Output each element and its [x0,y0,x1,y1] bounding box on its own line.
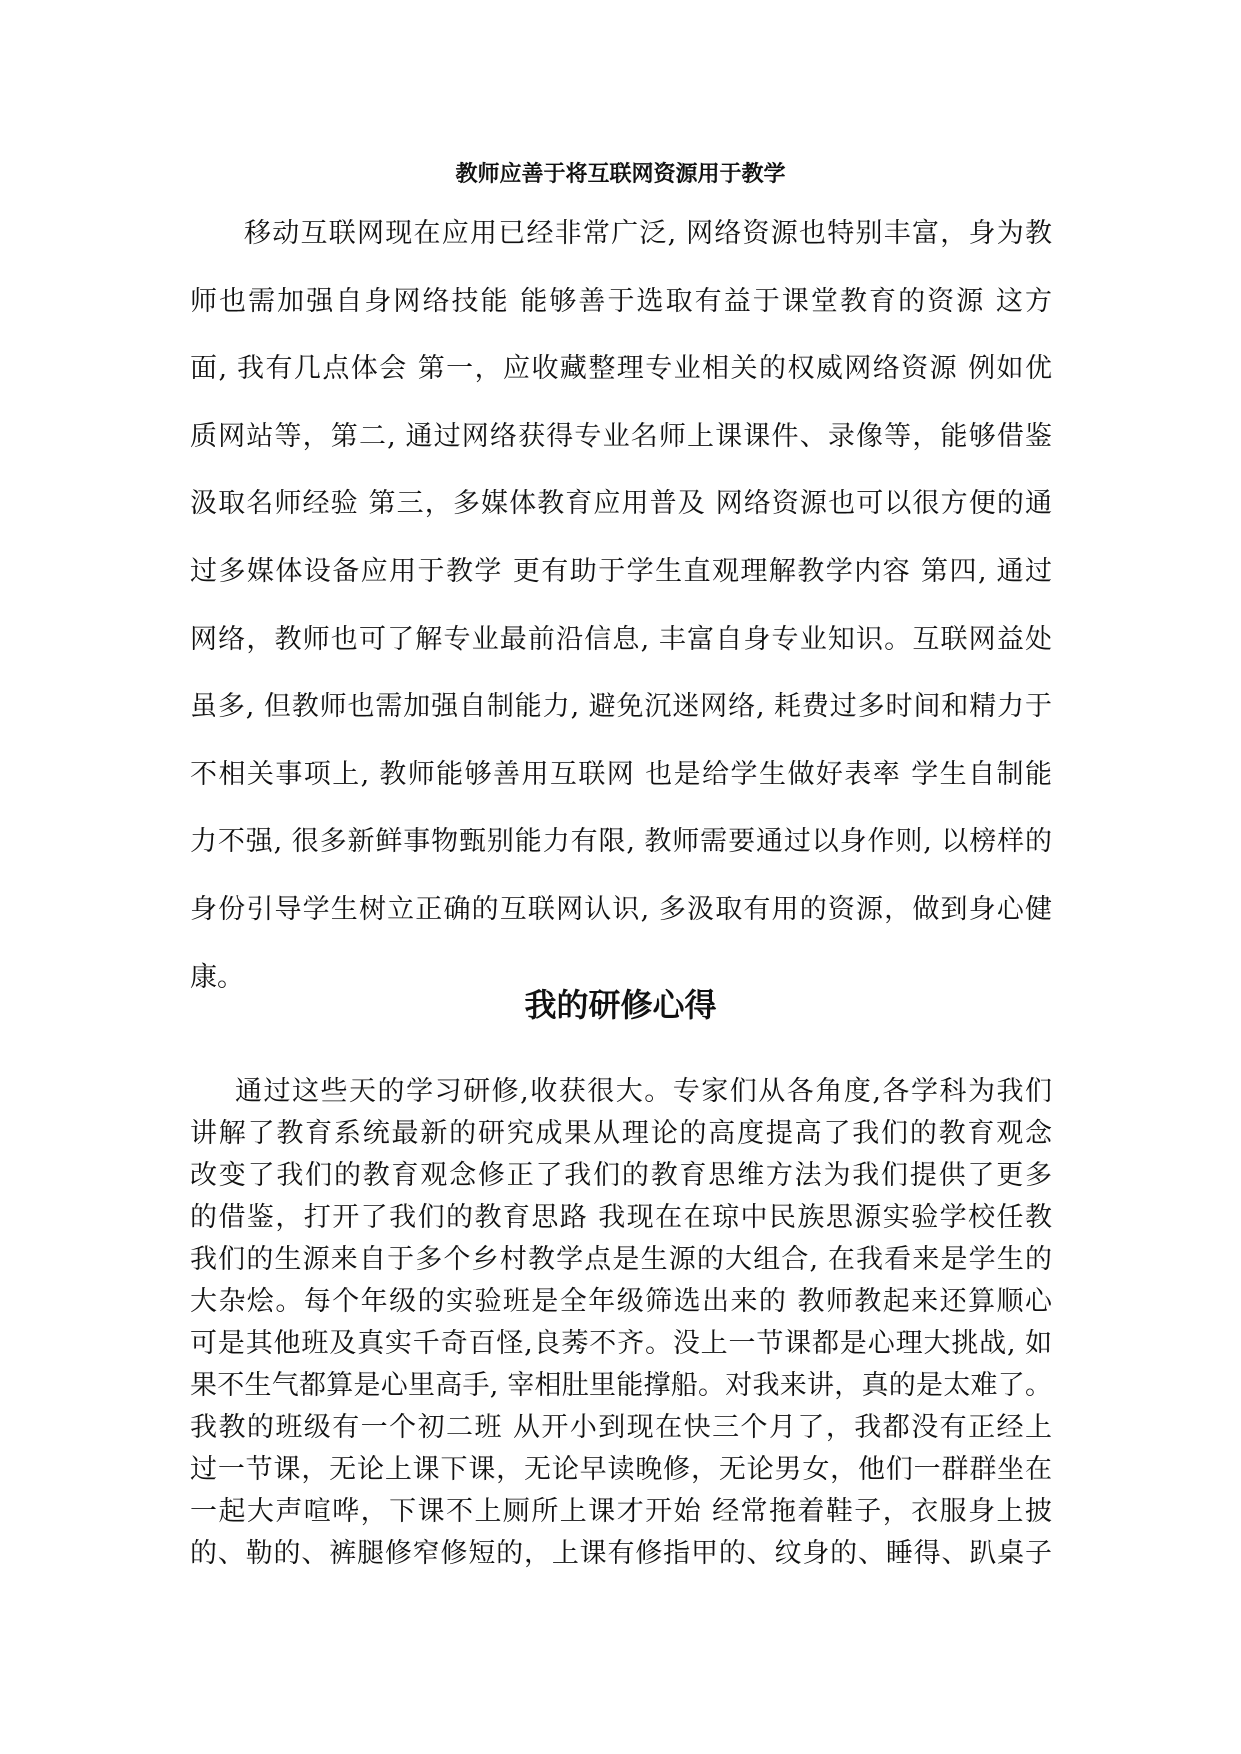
article-title: 教师应善于将互联网资源用于教学 [455,162,786,187]
article-body [190,212,1052,1023]
body-line: 我教的班级有一个初二班 从开小到现在快三个月了，我都没有正经上 [190,1412,1052,1443]
body-line: 虽多, 但教师也需加强自制能力, 避免沉迷网络, 耗费过多时间和精力于 [190,691,1052,723]
body-line: 身份引导学生树立正确的互联网认识, 多汲取有用的资源，做到身心健 [190,893,1052,925]
body-line: 网络，教师也可了解专业最前沿信息, 丰富自身专业知识。互联网益处 [190,623,1052,655]
section-body [190,1072,1052,1576]
body-line: 过多媒体设备应用于教学 更有助于学生直观理解教学内容 第四, 通过 [190,555,1052,587]
body-line: 移动互联网现在应用已经非常广泛, 网络资源也特别丰富，身为教 [244,218,1052,249]
body-line: 的借鉴，打开了我们的教育思路 我现在在琼中民族思源实验学校任教 [190,1202,1052,1233]
body-line: 过一节课，无论上课下课，无论早读晚修，无论男女，他们一群群坐在 [190,1454,1052,1485]
body-line: 康。 [190,961,244,993]
body-line: 质网站等，第二, 通过网络获得专业名师上课课件、录像等，能够借鉴 [190,420,1052,452]
body-line: 汲取名师经验 第三，多媒体教育应用普及 网络资源也可以很方便的通 [190,488,1052,520]
body-line: 果不生气都算是心里高手, 宰相肚里能撑船。对我来讲，真的是太难了。 [190,1370,1052,1401]
body-line: 面, 我有几点体会 第一，应收藏整理专业相关的权威网络资源 例如优 [190,353,1052,385]
body-line: 大杂烩。每个年级的实验班是全年级筛选出来的 教师教起来还算顺心 [190,1286,1052,1317]
body-line: 一起大声喧哗，下课不上厕所上课才开始 经常拖着鞋子，衣服身上披 [190,1496,1052,1527]
body-line: 讲解了教育系统最新的研究成果从理论的高度提高了我们的教育观念 [190,1118,1052,1149]
body-line: 可是其他班及真实千奇百怪,良莠不齐。没上一节课都是心理大挑战, 如 [190,1328,1052,1359]
body-line: 通过这些天的学习研修,收获很大。专家们从各角度,各学科为我们 [235,1076,1052,1107]
body-line: 力不强, 很多新鲜事物甄别能力有限, 教师需要通过以身作则, 以榜样的 [190,826,1052,858]
body-line: 的、勒的、裤腿修窄修短的，上课有修指甲的、纹身的、睡得、趴桌子 [190,1538,1052,1569]
body-line: 改变了我们的教育观念修正了我们的教育思维方法为我们提供了更多 [190,1160,1052,1191]
body-line: 不相关事项上, 教师能够善用互联网 也是给学生做好表率 学生自制能 [190,758,1052,790]
section-title: 我的研修心得 [524,986,717,1024]
body-line: 师也需加强自身网络技能 能够善于选取有益于课堂教育的资源 这方 [190,285,1052,317]
body-line: 我们的生源来自于多个乡村教学点是生源的大组合, 在我看来是学生的 [190,1244,1052,1275]
